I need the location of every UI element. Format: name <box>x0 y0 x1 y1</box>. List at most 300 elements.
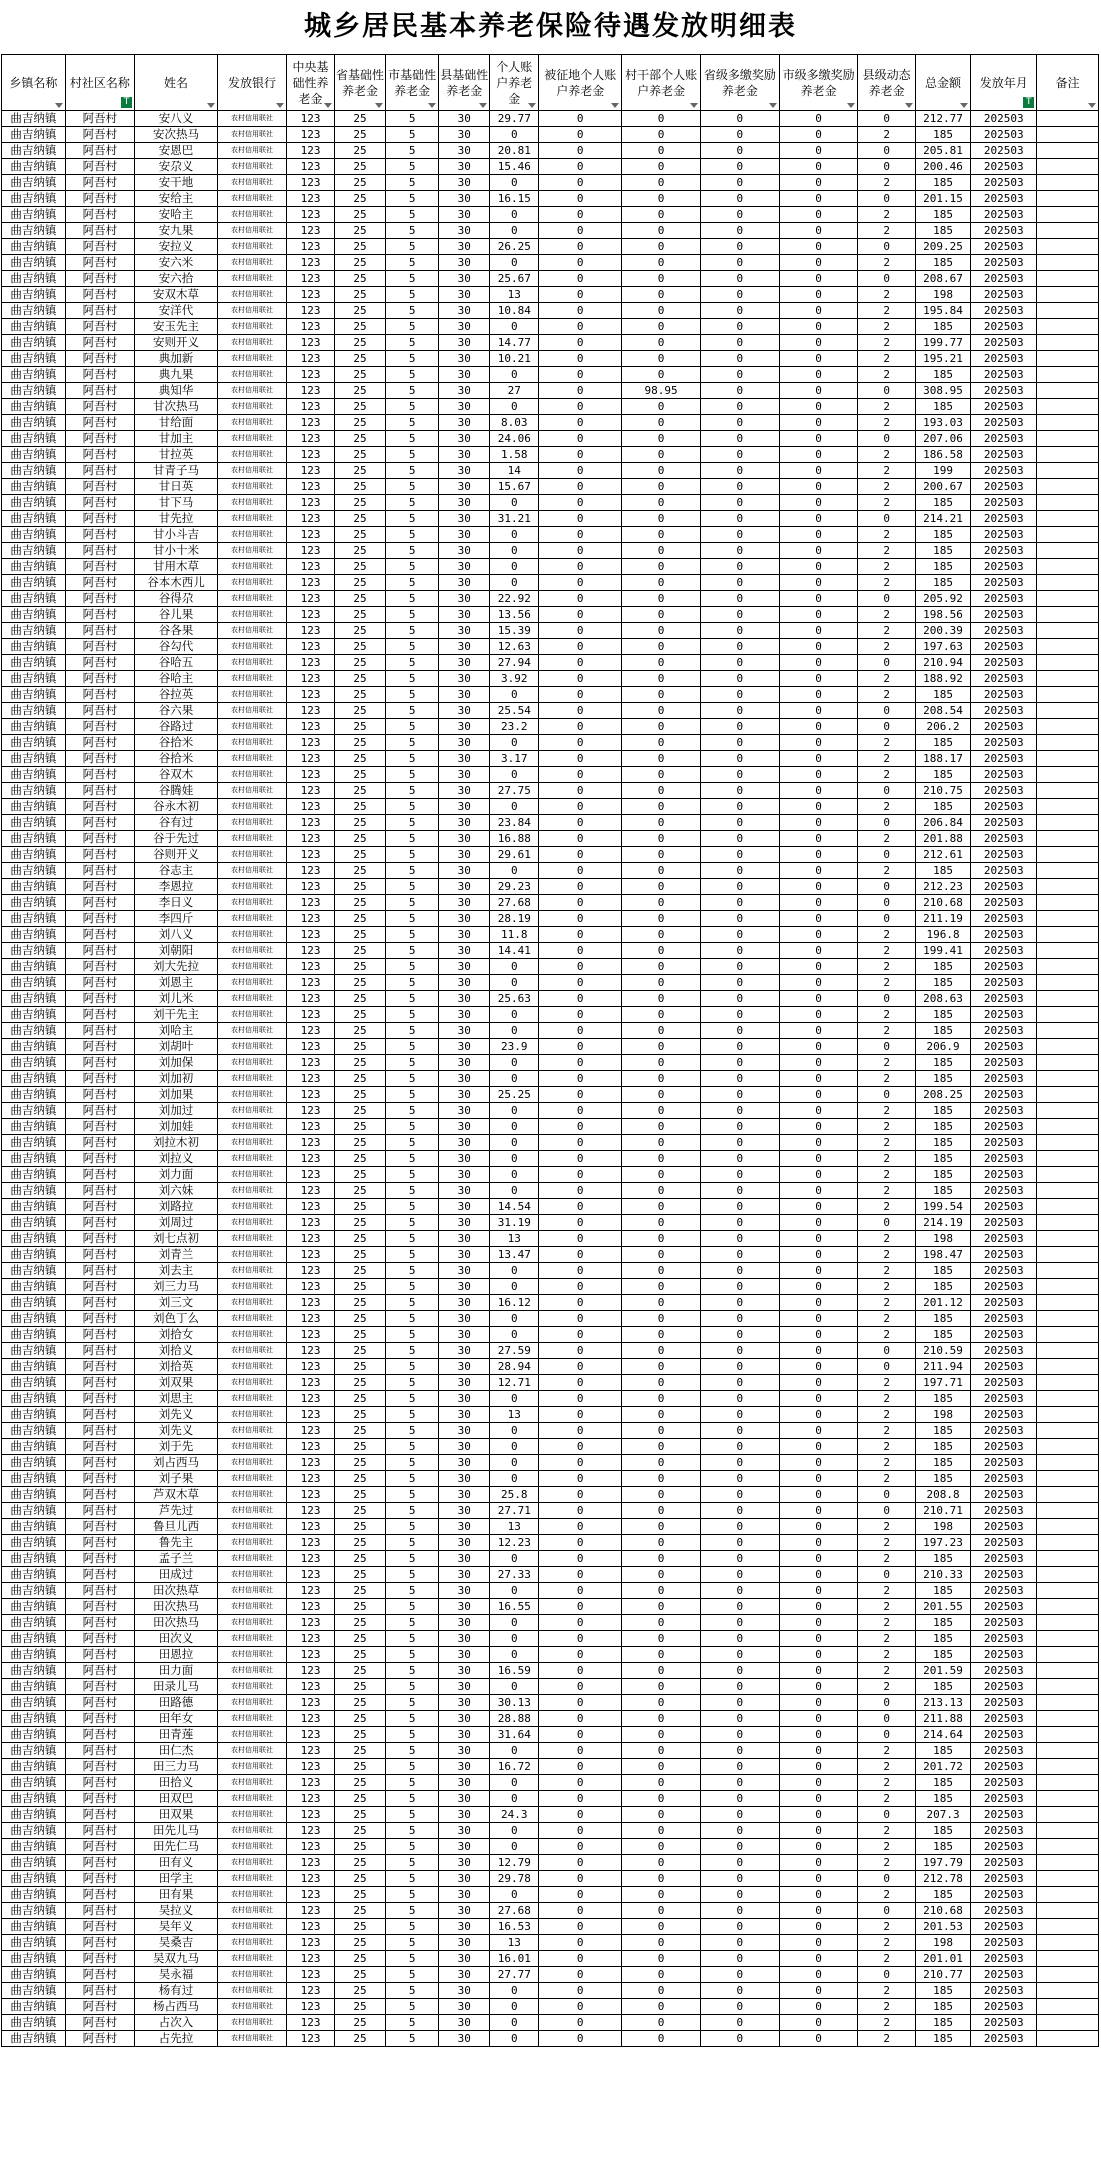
table-cell: 5 <box>386 511 439 527</box>
sheet-title: 城乡居民基本养老保险待遇发放明细表 <box>304 11 797 42</box>
table-cell: 25 <box>335 1775 386 1791</box>
table-cell: 曲吉纳镇 <box>2 1327 66 1343</box>
table-cell: 0 <box>622 1647 701 1663</box>
table-cell: 123 <box>287 1023 335 1039</box>
table-cell: 阿吾村 <box>65 783 134 799</box>
table-cell: 0 <box>622 319 701 335</box>
table-cell: 0 <box>539 1807 622 1823</box>
table-cell: 0 <box>539 639 622 655</box>
table-cell: 0 <box>858 783 915 799</box>
table-cell: 农村信用联社 <box>217 1535 286 1551</box>
table-cell: 25 <box>335 1679 386 1695</box>
table-row <box>2 1551 1099 1567</box>
table-cell: 田次热草 <box>134 1583 217 1599</box>
table-cell: 谷哈五 <box>134 655 217 671</box>
table-row <box>2 1311 1099 1327</box>
table-cell: 0 <box>622 431 701 447</box>
table-cell: 农村信用联社 <box>217 1759 286 1775</box>
table-cell: 0 <box>858 1807 915 1823</box>
column-header[interactable] <box>439 55 490 111</box>
table-cell: 0 <box>858 1727 915 1743</box>
table-row <box>2 783 1099 799</box>
table-row <box>2 287 1099 303</box>
table-cell: 0 <box>779 1615 858 1631</box>
table-cell: 30 <box>439 319 490 335</box>
table-cell: 0 <box>779 191 858 207</box>
table-cell: 田有义 <box>134 1855 217 1871</box>
column-header[interactable] <box>622 55 701 111</box>
table-cell: 0 <box>779 1743 858 1759</box>
table-cell: 0 <box>539 1231 622 1247</box>
table-cell: 农村信用联社 <box>217 1167 286 1183</box>
table-cell: 阿吾村 <box>65 671 134 687</box>
table-cell: 123 <box>287 1055 335 1071</box>
table-cell: 安玉先主 <box>134 319 217 335</box>
table-cell: 2 <box>858 1759 915 1775</box>
table-cell: 214.64 <box>915 1727 970 1743</box>
table-cell: 阿吾村 <box>65 143 134 159</box>
table-cell: 曲吉纳镇 <box>2 1039 66 1055</box>
table-cell: 0 <box>700 527 779 543</box>
table-cell: 185 <box>915 863 970 879</box>
table-row <box>2 847 1099 863</box>
dropdown-arrow-icon[interactable] <box>847 103 855 108</box>
table-cell: 0 <box>539 447 622 463</box>
table-cell: 刘先义 <box>134 1407 217 1423</box>
dropdown-arrow-icon[interactable] <box>55 103 63 108</box>
table-cell: 曲吉纳镇 <box>2 175 66 191</box>
table-cell: 曲吉纳镇 <box>2 1551 66 1567</box>
table-cell: 0 <box>490 527 539 543</box>
dropdown-arrow-icon[interactable] <box>428 103 436 108</box>
table-row <box>2 1695 1099 1711</box>
table-cell: 农村信用联社 <box>217 1311 286 1327</box>
column-header[interactable] <box>539 55 622 111</box>
table-cell: 25 <box>335 1279 386 1295</box>
table-row <box>2 1391 1099 1407</box>
table-cell: 0 <box>539 1647 622 1663</box>
table-cell: 123 <box>287 767 335 783</box>
column-header[interactable] <box>287 55 335 111</box>
table-cell: 阿吾村 <box>65 191 134 207</box>
column-header-label: 村干部个人账户养老金 <box>625 67 698 98</box>
table-cell: 30 <box>439 1775 490 1791</box>
table-cell: 202503 <box>971 1647 1037 1663</box>
table-cell: 5 <box>386 207 439 223</box>
table-cell: 28.94 <box>490 1359 539 1375</box>
table-cell: 0 <box>779 527 858 543</box>
table-cell: 阿吾村 <box>65 111 134 127</box>
table-cell <box>1037 847 1099 863</box>
table-cell: 2 <box>858 1327 915 1343</box>
table-cell: 25 <box>335 319 386 335</box>
table-row <box>2 175 1099 191</box>
table-cell: 123 <box>287 447 335 463</box>
table-cell: 阿吾村 <box>65 1375 134 1391</box>
column-header-label: 姓名 <box>163 75 188 90</box>
table-cell: 0 <box>779 159 858 175</box>
table-cell: 202503 <box>971 591 1037 607</box>
table-cell: 农村信用联社 <box>217 959 286 975</box>
table-cell <box>1037 2015 1099 2031</box>
table-row <box>2 1759 1099 1775</box>
table-cell: 0 <box>700 1839 779 1855</box>
table-cell: 曲吉纳镇 <box>2 463 66 479</box>
table-cell: 123 <box>287 143 335 159</box>
table-cell: 123 <box>287 783 335 799</box>
table-cell: 5 <box>386 1151 439 1167</box>
table-cell: 5 <box>386 159 439 175</box>
table-cell: 0 <box>539 847 622 863</box>
table-cell: 曲吉纳镇 <box>2 1247 66 1263</box>
table-cell <box>1037 1679 1099 1695</box>
table-cell: 曲吉纳镇 <box>2 1775 66 1791</box>
table-cell: 典知华 <box>134 383 217 399</box>
table-cell: 123 <box>287 1711 335 1727</box>
table-cell: 0 <box>539 1039 622 1055</box>
pension-detail-table <box>1 54 1099 2047</box>
table-cell: 2 <box>858 223 915 239</box>
table-cell: 0 <box>779 1359 858 1375</box>
table-cell: 0 <box>779 943 858 959</box>
column-header[interactable] <box>490 55 539 111</box>
table-cell: 0 <box>700 559 779 575</box>
table-cell: 阿吾村 <box>65 479 134 495</box>
table-cell: 阿吾村 <box>65 1983 134 1999</box>
table-cell: 30 <box>439 1551 490 1567</box>
table-cell: 0 <box>700 1087 779 1103</box>
table-cell: 0 <box>700 303 779 319</box>
table-cell: 185 <box>915 1743 970 1759</box>
table-cell <box>1037 1455 1099 1471</box>
table-cell: 农村信用联社 <box>217 495 286 511</box>
table-cell: 阿吾村 <box>65 1423 134 1439</box>
table-cell: 5 <box>386 1327 439 1343</box>
dropdown-arrow-icon[interactable] <box>528 103 536 108</box>
table-row <box>2 1983 1099 1999</box>
table-cell: 0 <box>622 1103 701 1119</box>
table-cell: 202503 <box>971 1567 1037 1583</box>
table-cell: 193.03 <box>915 415 970 431</box>
table-cell: 0 <box>700 767 779 783</box>
table-cell: 30 <box>439 1247 490 1263</box>
column-header[interactable] <box>217 55 286 111</box>
table-cell: 曲吉纳镇 <box>2 495 66 511</box>
table-cell: 0 <box>622 831 701 847</box>
table-cell: 0 <box>700 847 779 863</box>
table-cell: 2 <box>858 1615 915 1631</box>
table-cell: 25 <box>335 495 386 511</box>
table-cell: 5 <box>386 1487 439 1503</box>
table-cell: 30 <box>439 719 490 735</box>
table-cell: 谷六果 <box>134 703 217 719</box>
table-cell <box>1037 495 1099 511</box>
table-cell: 0 <box>779 1967 858 1983</box>
table-cell: 0 <box>622 1295 701 1311</box>
table-cell: 0 <box>539 255 622 271</box>
table-cell: 0 <box>539 159 622 175</box>
table-cell: 农村信用联社 <box>217 735 286 751</box>
column-header[interactable] <box>971 55 1037 111</box>
table-cell: 202503 <box>971 719 1037 735</box>
dropdown-arrow-icon[interactable] <box>769 103 777 108</box>
table-cell: 曲吉纳镇 <box>2 1343 66 1359</box>
table-cell: 0 <box>779 607 858 623</box>
table-cell: 占次入 <box>134 2015 217 2031</box>
table-cell: 211.88 <box>915 1711 970 1727</box>
table-cell: 30 <box>439 975 490 991</box>
table-cell: 阿吾村 <box>65 175 134 191</box>
table-cell <box>1037 1567 1099 1583</box>
dropdown-arrow-icon[interactable] <box>207 103 215 108</box>
dropdown-arrow-icon[interactable] <box>324 103 332 108</box>
table-cell: 2 <box>858 1103 915 1119</box>
table-row <box>2 303 1099 319</box>
table-cell: 曲吉纳镇 <box>2 559 66 575</box>
table-cell: 0 <box>490 399 539 415</box>
table-cell: 123 <box>287 1551 335 1567</box>
table-cell: 5 <box>386 335 439 351</box>
table-cell: 0 <box>700 1759 779 1775</box>
table-cell: 农村信用联社 <box>217 863 286 879</box>
table-cell: 0 <box>700 1423 779 1439</box>
table-cell: 202503 <box>971 399 1037 415</box>
table-cell: 阿吾村 <box>65 1839 134 1855</box>
table-cell: 2 <box>858 1919 915 1935</box>
table-cell: 曲吉纳镇 <box>2 383 66 399</box>
column-header[interactable] <box>915 55 970 111</box>
table-cell: 占先拉 <box>134 2031 217 2047</box>
dropdown-arrow-icon[interactable] <box>276 103 284 108</box>
table-cell: 2 <box>858 1247 915 1263</box>
table-cell: 0 <box>539 207 622 223</box>
table-cell: 123 <box>287 1119 335 1135</box>
table-cell: 0 <box>779 1855 858 1871</box>
filter-funnel-icon[interactable]: T <box>121 97 132 108</box>
table-cell: 农村信用联社 <box>217 367 286 383</box>
table-cell <box>1037 975 1099 991</box>
table-row <box>2 959 1099 975</box>
table-cell: 195.84 <box>915 303 970 319</box>
table-cell: 123 <box>287 751 335 767</box>
table-cell: 农村信用联社 <box>217 351 286 367</box>
table-cell: 0 <box>779 1695 858 1711</box>
table-cell: 0 <box>622 1567 701 1583</box>
table-cell: 25 <box>335 1599 386 1615</box>
table-cell: 农村信用联社 <box>217 319 286 335</box>
table-cell: 5 <box>386 287 439 303</box>
table-cell: 阿吾村 <box>65 959 134 975</box>
column-header[interactable] <box>858 55 915 111</box>
column-header[interactable] <box>1037 55 1099 111</box>
table-cell <box>1037 431 1099 447</box>
table-cell: 30 <box>439 1295 490 1311</box>
table-row <box>2 559 1099 575</box>
table-cell: 31.64 <box>490 1727 539 1743</box>
table-cell: 农村信用联社 <box>217 1007 286 1023</box>
table-cell: 农村信用联社 <box>217 1519 286 1535</box>
table-cell: 202503 <box>971 943 1037 959</box>
column-header-label: 村社区名称 <box>69 75 130 90</box>
table-cell: 25 <box>335 1743 386 1759</box>
table-cell: 25 <box>335 1791 386 1807</box>
table-cell: 刘拉义 <box>134 1151 217 1167</box>
table-cell <box>1037 447 1099 463</box>
table-cell: 农村信用联社 <box>217 1183 286 1199</box>
table-cell: 刘于先 <box>134 1439 217 1455</box>
table-cell: 0 <box>539 1599 622 1615</box>
table-cell: 阿吾村 <box>65 1823 134 1839</box>
table-cell: 阿吾村 <box>65 1695 134 1711</box>
table-cell: 25 <box>335 607 386 623</box>
table-cell <box>1037 1631 1099 1647</box>
table-cell: 25 <box>335 463 386 479</box>
table-row <box>2 1215 1099 1231</box>
table-cell <box>1037 607 1099 623</box>
table-row <box>2 1183 1099 1199</box>
table-cell: 0 <box>779 383 858 399</box>
table-cell: 曲吉纳镇 <box>2 847 66 863</box>
table-cell: 123 <box>287 1695 335 1711</box>
table-cell: 202503 <box>971 2031 1037 2047</box>
table-cell <box>1037 159 1099 175</box>
table-cell: 曲吉纳镇 <box>2 1487 66 1503</box>
table-cell: 30 <box>439 815 490 831</box>
column-header[interactable] <box>2 55 66 111</box>
table-cell: 123 <box>287 223 335 239</box>
dropdown-arrow-icon[interactable] <box>690 103 698 108</box>
column-header[interactable] <box>134 55 217 111</box>
table-cell: 田次义 <box>134 1631 217 1647</box>
table-cell: 185 <box>915 1279 970 1295</box>
header-row <box>2 55 1099 111</box>
table-cell: 212.23 <box>915 879 970 895</box>
table-cell: 123 <box>287 1807 335 1823</box>
table-cell: 曲吉纳镇 <box>2 1807 66 1823</box>
column-header[interactable] <box>779 55 858 111</box>
table-cell: 阿吾村 <box>65 1775 134 1791</box>
column-header[interactable] <box>65 55 134 111</box>
table-cell <box>1037 1263 1099 1279</box>
table-cell: 5 <box>386 1567 439 1583</box>
table-cell: 0 <box>700 159 779 175</box>
table-cell: 13 <box>490 1407 539 1423</box>
table-cell: 0 <box>700 1503 779 1519</box>
table-cell: 阿吾村 <box>65 495 134 511</box>
table-cell: 0 <box>539 927 622 943</box>
table-cell: 2 <box>858 1071 915 1087</box>
table-cell: 阿吾村 <box>65 2015 134 2031</box>
column-header-label: 县基础性养老金 <box>440 67 489 98</box>
table-cell: 2 <box>858 735 915 751</box>
table-cell: 185 <box>915 1007 970 1023</box>
table-cell: 农村信用联社 <box>217 1695 286 1711</box>
filter-funnel-icon[interactable]: T <box>1023 97 1034 108</box>
table-cell: 阿吾村 <box>65 255 134 271</box>
table-cell: 阿吾村 <box>65 527 134 543</box>
table-row <box>2 399 1099 415</box>
table-cell: 202503 <box>971 351 1037 367</box>
table-cell: 0 <box>622 175 701 191</box>
table-cell: 210.94 <box>915 655 970 671</box>
dropdown-arrow-icon[interactable] <box>611 103 619 108</box>
table-cell: 185 <box>915 367 970 383</box>
table-cell: 201.72 <box>915 1759 970 1775</box>
table-cell: 25 <box>335 1903 386 1919</box>
table-cell: 曲吉纳镇 <box>2 783 66 799</box>
table-cell: 0 <box>539 479 622 495</box>
column-header[interactable] <box>335 55 386 111</box>
table-cell: 阿吾村 <box>65 1951 134 1967</box>
dropdown-arrow-icon[interactable] <box>1088 103 1096 108</box>
column-header[interactable] <box>386 55 439 111</box>
table-cell: 0 <box>779 879 858 895</box>
table-cell: 0 <box>539 1631 622 1647</box>
table-cell <box>1037 1759 1099 1775</box>
table-cell: 26.25 <box>490 239 539 255</box>
table-cell <box>1037 223 1099 239</box>
table-cell: 0 <box>539 1615 622 1631</box>
table-cell: 185 <box>915 767 970 783</box>
table-cell: 25 <box>335 2015 386 2031</box>
table-cell: 曲吉纳镇 <box>2 1951 66 1967</box>
table-cell: 曲吉纳镇 <box>2 1887 66 1903</box>
table-cell: 刘加娃 <box>134 1119 217 1135</box>
table-cell: 0 <box>622 1455 701 1471</box>
table-cell <box>1037 1375 1099 1391</box>
table-cell: 曲吉纳镇 <box>2 831 66 847</box>
table-cell: 杨有过 <box>134 1983 217 1999</box>
dropdown-arrow-icon[interactable] <box>960 103 968 108</box>
table-cell: 0 <box>622 671 701 687</box>
table-cell: 谷拉英 <box>134 687 217 703</box>
table-cell: 0 <box>622 1503 701 1519</box>
table-cell: 5 <box>386 1311 439 1327</box>
table-cell: 30 <box>439 1039 490 1055</box>
table-cell: 0 <box>779 1311 858 1327</box>
table-cell: 0 <box>858 1487 915 1503</box>
table-cell: 30 <box>439 1519 490 1535</box>
table-cell: 23.9 <box>490 1039 539 1055</box>
table-cell: 0 <box>700 1695 779 1711</box>
table-cell: 农村信用联社 <box>217 1247 286 1263</box>
table-cell: 农村信用联社 <box>217 1935 286 1951</box>
dropdown-arrow-icon[interactable] <box>375 103 383 108</box>
table-cell: 25 <box>335 351 386 367</box>
table-cell: 30 <box>439 207 490 223</box>
table-row <box>2 1951 1099 1967</box>
table-cell: 123 <box>287 1263 335 1279</box>
table-cell: 213.13 <box>915 1695 970 1711</box>
column-header[interactable] <box>700 55 779 111</box>
dropdown-arrow-icon[interactable] <box>905 103 913 108</box>
table-cell: 2 <box>858 527 915 543</box>
table-cell: 0 <box>539 143 622 159</box>
table-cell: 30 <box>439 111 490 127</box>
table-cell: 0 <box>622 911 701 927</box>
dropdown-arrow-icon[interactable] <box>479 103 487 108</box>
table-cell: 185 <box>915 1023 970 1039</box>
table-cell: 202503 <box>971 1199 1037 1215</box>
table-cell: 甘小十米 <box>134 543 217 559</box>
table-cell: 曲吉纳镇 <box>2 1759 66 1775</box>
table-cell: 5 <box>386 591 439 607</box>
table-cell: 阿吾村 <box>65 831 134 847</box>
table-cell: 123 <box>287 1103 335 1119</box>
table-cell: 30 <box>439 1791 490 1807</box>
table-row <box>2 1103 1099 1119</box>
table-cell: 5 <box>386 1471 439 1487</box>
